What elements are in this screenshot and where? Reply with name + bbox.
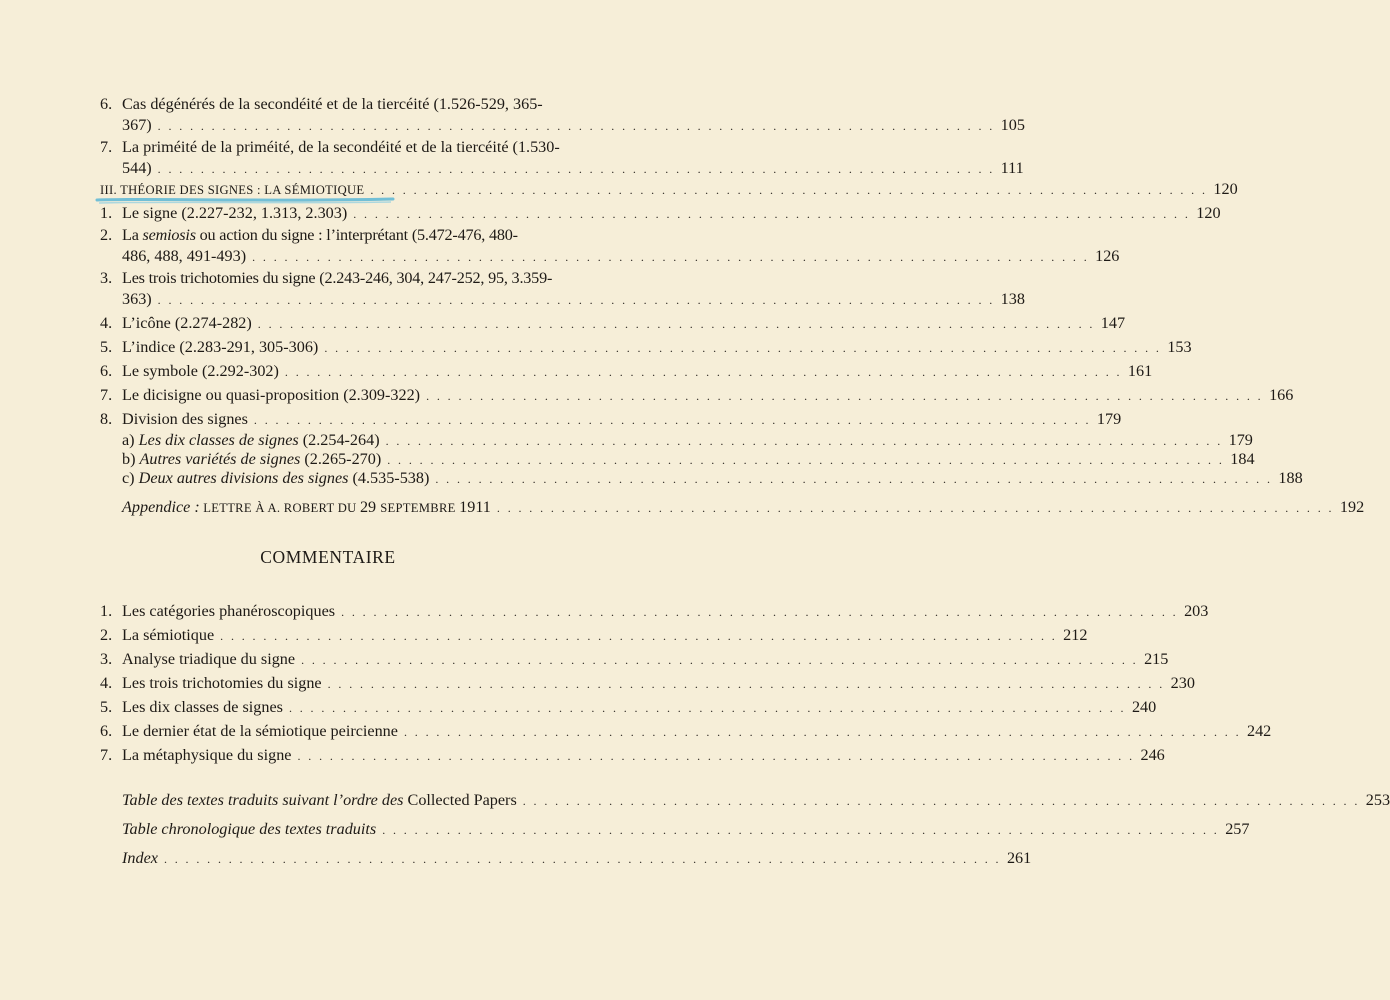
entry-number: 6. (100, 95, 113, 113)
entry-title-cont: 486, 488, 491-493) (122, 247, 247, 265)
dot-leader (301, 650, 1138, 671)
title-ref: (4.535-538) (348, 469, 430, 487)
dot-leader (370, 180, 1207, 201)
entry-number-blank (100, 469, 122, 488)
entry-title: Les trois trichotomies du signe (2.243-246, 304, 247-252, 95, 3.359- (122, 269, 553, 287)
page-number: 242 (1246, 722, 1272, 740)
entry-number: 7. (100, 138, 113, 156)
entry-title: Le signe (2.227-232, 1.313, 2.303) (122, 204, 348, 222)
page-number: 138 (1000, 290, 1025, 308)
table-title (122, 819, 376, 840)
entry-number: 6. (100, 722, 113, 740)
page-number: 203 (1184, 602, 1209, 620)
entry-number: 2. (100, 626, 113, 644)
title-italic: Table des textes traduits suivant l’ordre des (122, 791, 404, 809)
entry-title: Le symbole (2.292-302) (122, 362, 279, 380)
page-number: 111 (1000, 159, 1024, 177)
entry-number-blank (100, 790, 122, 812)
toc-entry (100, 313, 1126, 335)
title-italic: Autres variétés de signes (139, 450, 301, 468)
subentry-title (122, 450, 381, 468)
part-heading (100, 179, 1238, 201)
page-number: 240 (1131, 698, 1157, 716)
entry-number: 1. (100, 204, 113, 222)
toc-entry (100, 601, 1209, 623)
toc-subentry (100, 469, 1303, 488)
entry-title: Division des signes (122, 410, 248, 428)
dot-leader (158, 159, 995, 180)
entry-number-blank (100, 848, 122, 870)
page-number: 179 (1228, 431, 1253, 449)
dot-leader (297, 746, 1134, 767)
toc-commentaire (100, 601, 1272, 769)
dot-leader (497, 498, 1334, 519)
page-number: 179 (1096, 410, 1122, 428)
entry-title (122, 225, 1119, 246)
dot-leader (386, 432, 1223, 450)
dot-leader (324, 338, 1161, 359)
toc-entry (100, 94, 1025, 137)
entry-title-cont: 367) (122, 116, 152, 134)
toc-subentry (100, 431, 1253, 450)
toc-entry (100, 385, 1294, 407)
title-part: La (122, 226, 143, 244)
appendix-title (122, 497, 491, 519)
entry-number: 8. (100, 410, 113, 428)
toc-entry (100, 268, 1025, 311)
page-number: 192 (1339, 498, 1365, 516)
dot-leader (220, 626, 1057, 647)
page-number: 188 (1278, 469, 1303, 487)
page-number: 257 (1225, 820, 1250, 838)
page-number: 153 (1167, 338, 1192, 356)
entry-number-blank (100, 450, 122, 469)
toc-table-entry (100, 790, 1390, 812)
entry-number: 3. (100, 269, 113, 287)
page-number: 246 (1140, 746, 1165, 764)
toc-entry (100, 203, 1221, 225)
dot-leader (387, 451, 1224, 469)
title-italic: Deux autres divisions des signes (138, 469, 349, 487)
dot-leader (341, 602, 1178, 623)
dot-leader (258, 314, 1095, 335)
entry-title: Le dicisigne ou quasi-proposition (2.309-322) (122, 386, 421, 404)
entry-title-cont: 544) (122, 159, 152, 177)
entry-title: Les dix classes de signes (122, 698, 283, 716)
page-number: 253 (1365, 791, 1390, 809)
page-number: 126 (1095, 247, 1120, 265)
title-italic: semiosis (142, 226, 196, 244)
subentry-letter: b) (122, 450, 136, 468)
toc-entry (100, 745, 1165, 767)
toc-entry (100, 137, 1024, 180)
entry-title-cont: 363) (122, 290, 152, 308)
toc-entry (100, 697, 1157, 719)
dot-leader (158, 116, 995, 137)
toc-part3 (100, 179, 1365, 519)
entry-title: La sémiotique (122, 626, 215, 644)
title-italic: Appendice : (122, 498, 200, 516)
page-number: 212 (1063, 626, 1088, 644)
dot-leader (285, 362, 1122, 383)
dot-leader (523, 791, 1360, 812)
dot-leader (254, 410, 1091, 431)
toc-table-entry (100, 819, 1250, 841)
entry-title: L’indice (2.283-291, 305-306) (122, 338, 319, 356)
entry-title: La priméité de la priméité, de la secondéité et de la tiercéité (1.530- (122, 138, 560, 156)
part-title: III. THÉORIE DES SIGNES : LA SÉMIOTIQUE (100, 183, 365, 197)
dot-leader (328, 674, 1165, 695)
toc-appendix (100, 497, 1365, 519)
page-number: 230 (1170, 674, 1195, 692)
toc-tables (100, 790, 1390, 870)
dot-leader (426, 386, 1263, 407)
entry-number-blank (100, 819, 122, 841)
dot-leader (382, 820, 1219, 841)
title-rest: Collected Papers (403, 791, 517, 809)
page-number: 261 (1006, 849, 1032, 867)
entry-number: 6. (100, 362, 113, 380)
dot-leader (289, 698, 1126, 719)
toc-part2-tail (100, 94, 1025, 180)
entry-title: La métaphysique du signe (122, 746, 292, 764)
subentry-letter: c) (122, 469, 135, 487)
title-smallcaps: LETTRE À A. ROBERT DU (199, 501, 360, 515)
entry-number: 4. (100, 674, 113, 692)
entry-number-blank (100, 431, 122, 450)
toc-subentry (100, 450, 1255, 469)
subentry-title (122, 469, 429, 487)
toc-entry (100, 361, 1153, 383)
title-ref: (2.254-264) (298, 431, 380, 449)
toc-entry (100, 409, 1122, 431)
dot-leader (158, 290, 995, 311)
dot-leader (404, 722, 1241, 743)
toc-entry (100, 721, 1272, 743)
title-date: 29 (359, 498, 381, 516)
entry-title: Les trois trichotomies du signe (122, 674, 322, 692)
dot-leader (252, 247, 1089, 268)
page-number: 184 (1230, 450, 1255, 468)
entry-title: Cas dégénérés de la secondéité et de la tiercéité (1.526-529, 365- (122, 95, 543, 113)
entry-title: L’icône (2.274-282) (122, 314, 252, 332)
entry-number: 1. (100, 602, 113, 620)
toc-entry (100, 225, 1120, 268)
title-part: ou action du signe : l’interprétant (5.472-476, 480- (195, 226, 518, 244)
title-italic: Les dix classes de signes (138, 431, 299, 449)
entry-number: 3. (100, 650, 113, 668)
toc-entry (100, 673, 1195, 695)
title-italic: Table chronologique des textes traduits (122, 820, 377, 838)
toc-entry (100, 625, 1088, 647)
page-number: 147 (1100, 314, 1126, 332)
title-ref: (2.265-270) (300, 450, 382, 468)
subentry-title (122, 431, 380, 449)
table-title (122, 790, 517, 811)
entry-number: 2. (100, 226, 113, 244)
dot-leader (164, 849, 1001, 870)
entry-number-blank (100, 497, 122, 519)
entry-title: Les catégories phanéroscopiques (122, 602, 336, 620)
title-italic: Index (122, 849, 158, 867)
page-number: 215 (1144, 650, 1169, 668)
title-smallcaps: SEPTEMBRE (380, 501, 460, 515)
title-year: 1911 (459, 498, 491, 516)
toc-entry (100, 337, 1192, 359)
table-title (122, 848, 158, 869)
entry-number: 5. (100, 338, 113, 356)
entry-number: 7. (100, 386, 113, 404)
toc-entry (100, 649, 1169, 671)
subentry-letter: a) (122, 431, 135, 449)
entry-number: 7. (100, 746, 113, 764)
dot-leader (353, 204, 1190, 225)
entry-number: 5. (100, 698, 113, 716)
page-number: 166 (1269, 386, 1294, 404)
entry-title: Analyse triadique du signe (122, 650, 296, 668)
entry-title: Le dernier état de la sémiotique peircienne (122, 722, 398, 740)
toc-table-entry (100, 848, 1032, 870)
page-number: 161 (1127, 362, 1153, 380)
page-number: 120 (1213, 180, 1238, 198)
entry-number: 4. (100, 314, 113, 332)
page-number: 120 (1196, 204, 1221, 222)
dot-leader (435, 470, 1272, 488)
page-number: 105 (1000, 116, 1025, 134)
section-heading: COMMENTAIRE (260, 547, 396, 567)
